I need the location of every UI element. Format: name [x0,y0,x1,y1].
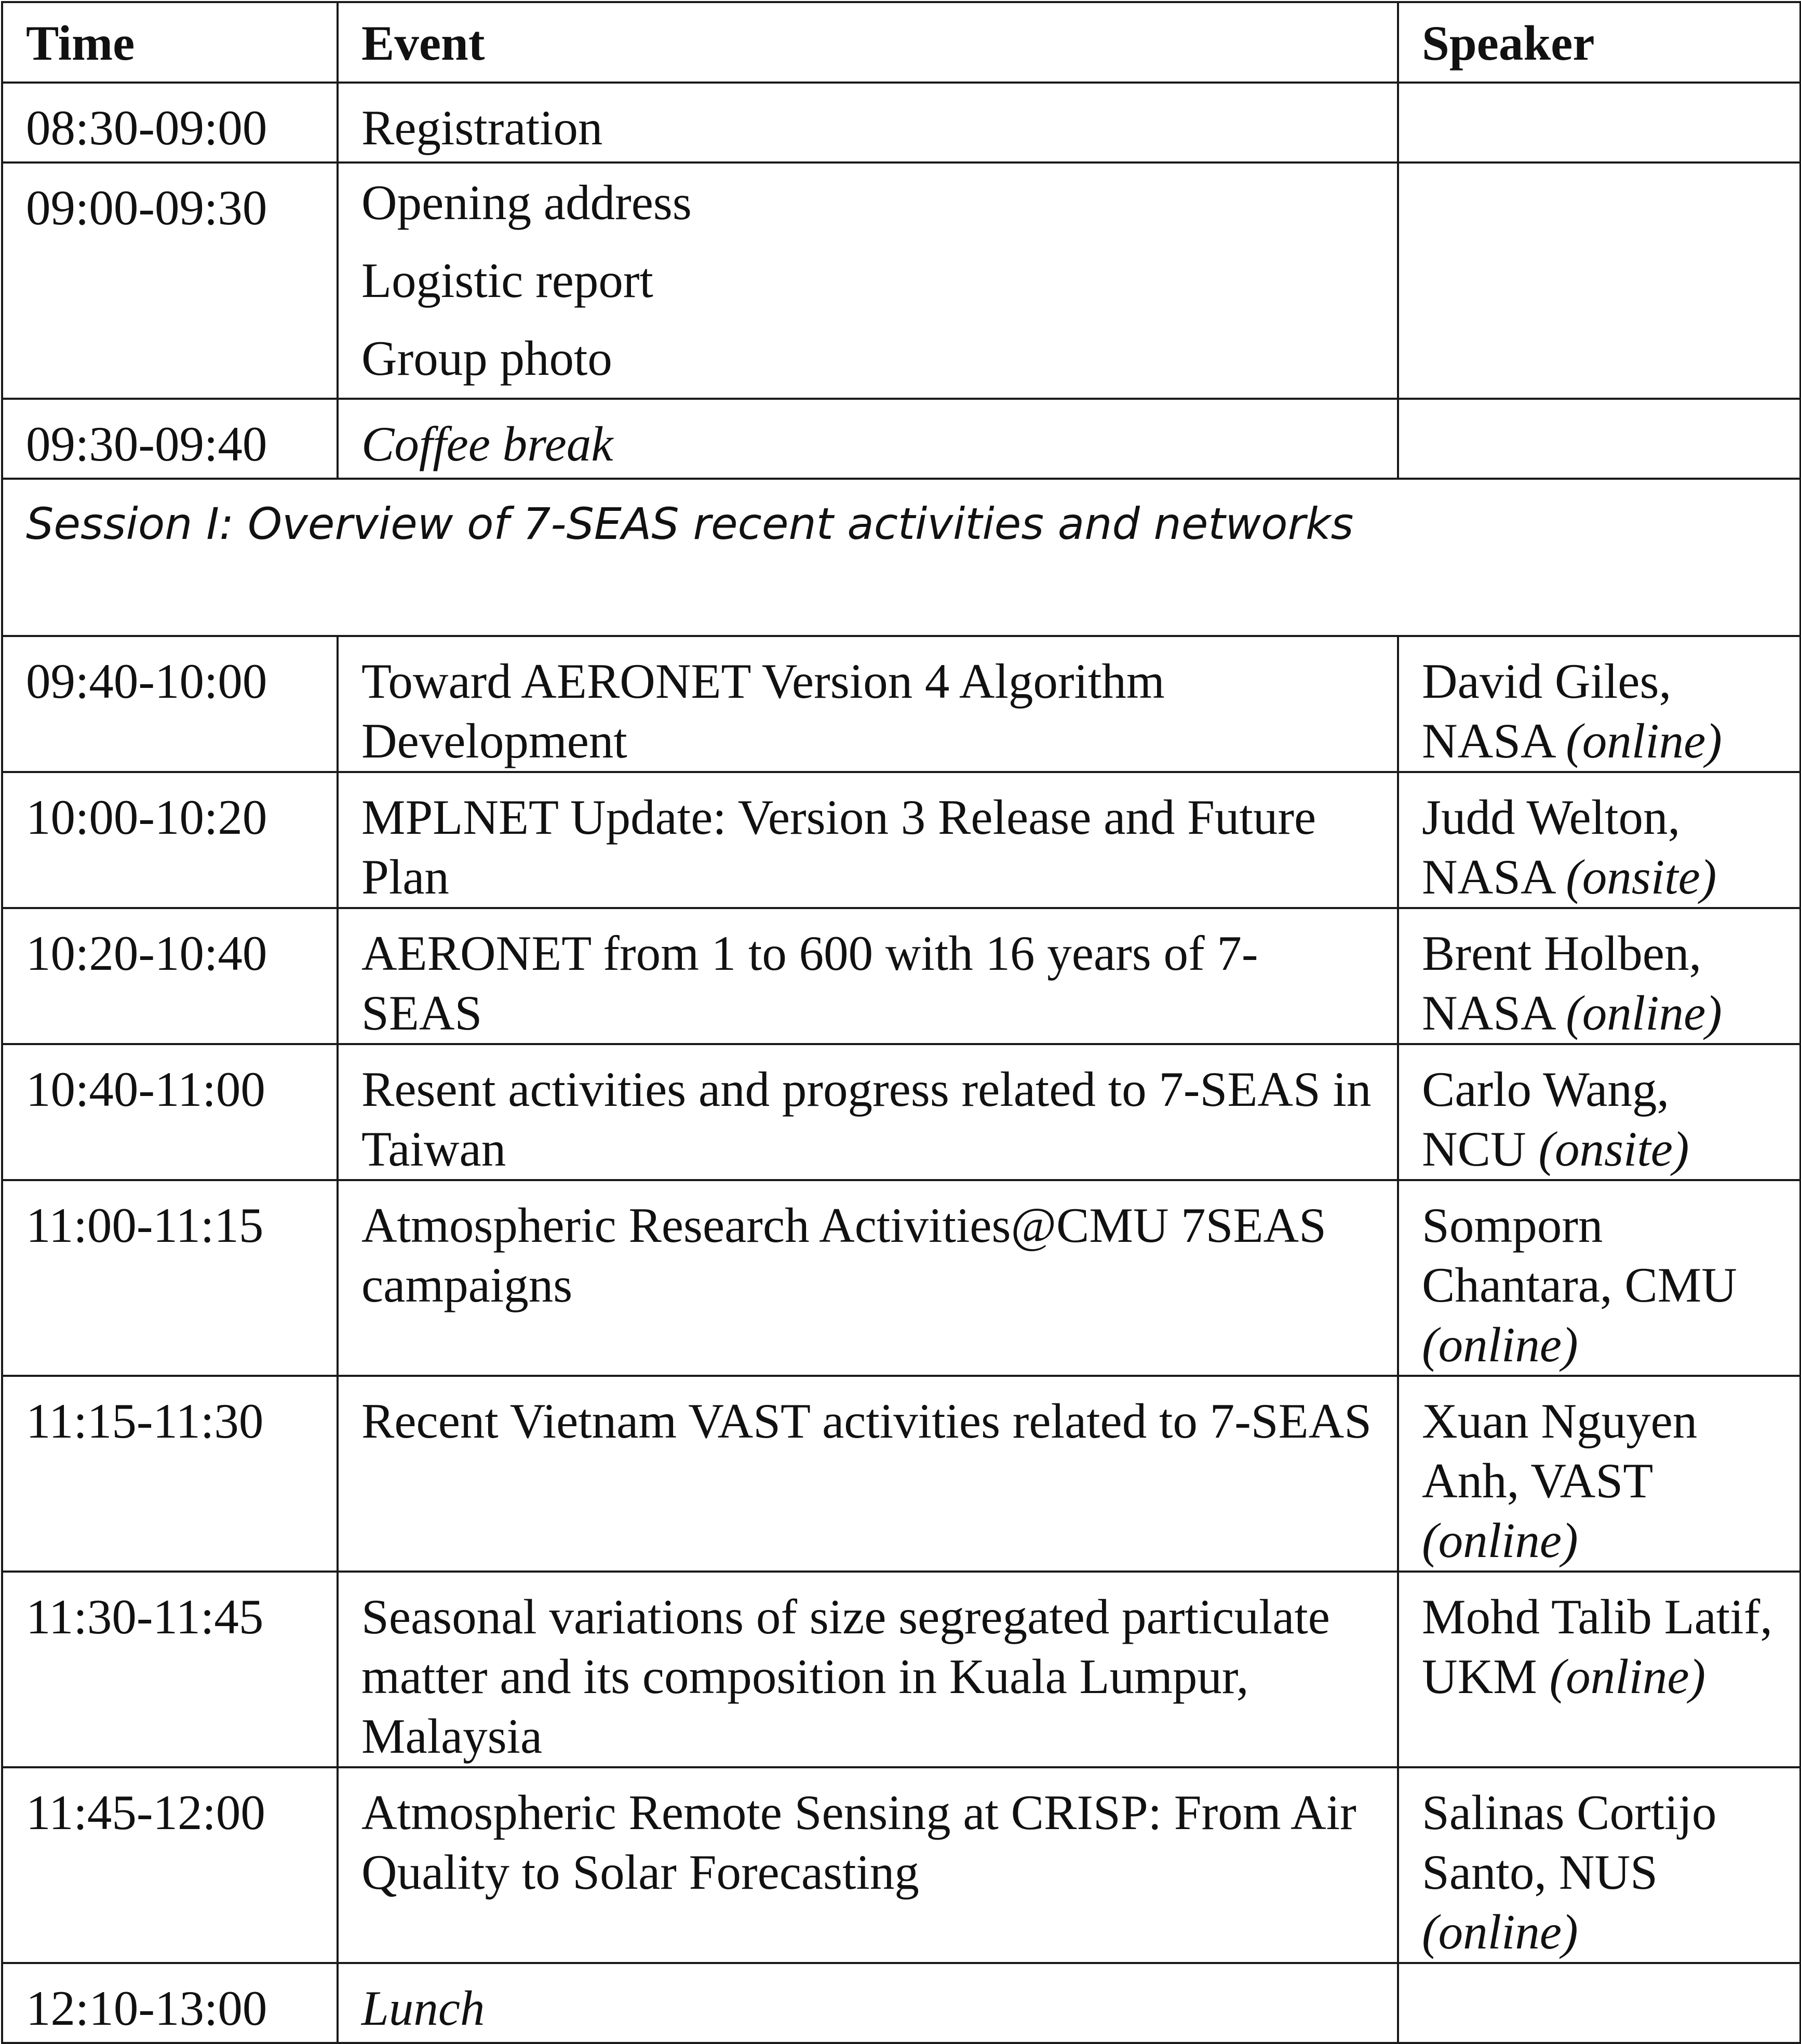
attendance-mode: (onsite) [1538,1121,1689,1176]
table-row [2,1044,1800,1180]
attendance-mode: (online) [1422,1513,1578,1568]
speaker-cell [1398,83,1800,163]
speaker-cell [1398,636,1800,772]
time-column-header: Time [2,2,338,83]
table-row [2,399,1800,479]
event-cell: MPLNET Update: Version 3 Release and Future Plan [338,772,1398,908]
session-title: Session I: Overview of 7-SEAS recent activities and networks [2,479,1800,636]
event-cell: Registration [338,83,1398,163]
time-cell: 09:00-09:30 [2,163,338,399]
speaker-name: Judd Welton, NASA [1422,790,1681,904]
lunch-cell: Lunch [338,1963,1398,2043]
event-cell: Recent Vietnam VAST activities related to 7-SEAS [338,1376,1398,1572]
speaker-cell [1398,1572,1800,1767]
event-cell: Atmospheric Remote Sensing at CRISP: From Air Quality to Solar Forecasting [338,1767,1398,1963]
speaker-name: David Giles, NASA [1422,654,1672,768]
time-cell: 11:00-11:15 [2,1180,338,1376]
event-cell: Resent activities and progress related to 7-SEAS in Taiwan [338,1044,1398,1180]
table-row [2,1376,1800,1572]
time-cell: 10:20-10:40 [2,908,338,1044]
attendance-mode: (online) [1549,1649,1706,1704]
table-row [2,1963,1800,2043]
session-row [2,479,1800,636]
speaker-name: Mohd Talib Latif, UKM [1422,1589,1772,1704]
speaker-name: Brent Holben, NASA [1422,926,1702,1040]
time-cell: 11:30-11:45 [2,1572,338,1767]
table-row [2,908,1800,1044]
time-cell: 11:45-12:00 [2,1767,338,1963]
speaker-name: Xuan Nguyen Anh, VAST [1422,1393,1698,1508]
table-row [2,636,1800,772]
attendance-mode: (onsite) [1566,849,1717,904]
event-item: Opening address [361,175,692,230]
speaker-cell [1398,1963,1800,2043]
speaker-cell [1398,1376,1800,1572]
coffee-break-cell: Coffee break [338,399,1398,479]
event-cell: Toward AERONET Version 4 Algorithm Development [338,636,1398,772]
speaker-cell [1398,908,1800,1044]
speaker-cell [1398,163,1800,399]
agenda-table [1,1,1801,2044]
speaker-cell [1398,1767,1800,1963]
table-row [2,1572,1800,1767]
speaker-cell [1398,1180,1800,1376]
event-item: Group photo [361,331,612,386]
event-cell [338,163,1398,399]
time-cell: 08:30-09:00 [2,83,338,163]
event-column-header: Event [338,2,1398,83]
event-item: Logistic report [361,253,653,308]
speaker-column-header: Speaker [1398,2,1800,83]
table-row [2,163,1800,399]
time-cell: 10:40-11:00 [2,1044,338,1180]
table-row [2,772,1800,908]
time-cell: 09:40-10:00 [2,636,338,772]
table-row [2,83,1800,163]
time-cell: 09:30-09:40 [2,399,338,479]
attendance-mode: (online) [1566,713,1722,768]
event-cell: AERONET from 1 to 600 with 16 years of 7-SEAS [338,908,1398,1044]
speaker-cell [1398,772,1800,908]
attendance-mode: (online) [1422,1317,1578,1372]
speaker-cell [1398,1044,1800,1180]
speaker-name: Carlo Wang, NCU [1422,1062,1670,1176]
speaker-cell [1398,399,1800,479]
event-cell: Seasonal variations of size segregated particulate matter and its composition in Kuala Lumpur, Malaysia [338,1572,1398,1767]
attendance-mode: (online) [1566,985,1722,1040]
time-cell: 11:15-11:30 [2,1376,338,1572]
table-header-row [2,2,1800,83]
attendance-mode: (online) [1422,1904,1578,1959]
time-cell: 10:00-10:20 [2,772,338,908]
time-cell: 12:10-13:00 [2,1963,338,2043]
table-row [2,1180,1800,1376]
table-row [2,1767,1800,1963]
event-cell: Atmospheric Research Activities@CMU 7SEAS campaigns [338,1180,1398,1376]
speaker-name: Salinas Cortijo Santo, NUS [1422,1785,1717,1900]
speaker-name: Somporn Chantara, CMU [1422,1198,1737,1312]
